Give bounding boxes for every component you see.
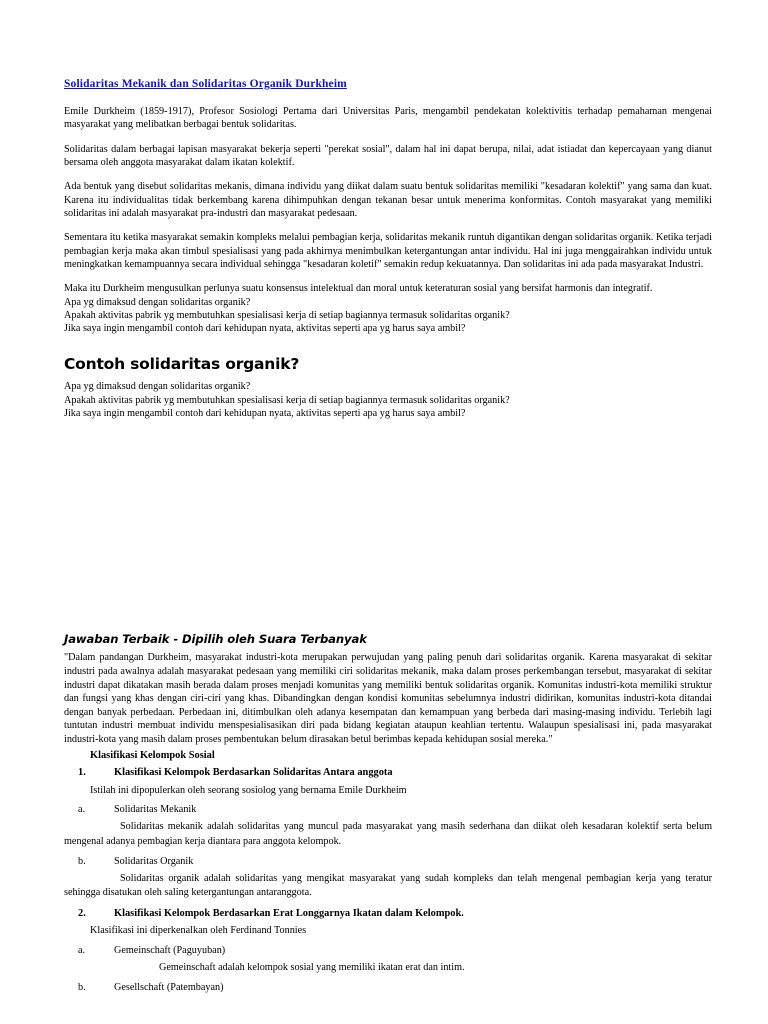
paragraph-3: Ada bentuk yang disebut solidaritas mekanis, dimana individu yang diikat dalam suatu bentuk solidaritas memiliki "kesadaran kolektif" yang sama dan kuat. Karena itu individualitas tidak berkembang karena dihimpuhkan dengan tekanan besar untuk menerima konformitas. Contoh masyarakat yang memiliki solidaritas ini adalah masyarakat pra-industri dan masyarakat pedesaan. — [64, 181, 712, 219]
document-content — [64, 78, 712, 998]
sublist-body-2a: Gemeinschaft adalah kelompok sosial yang memiliki ikatan erat dan intim. — [159, 961, 465, 973]
sublist-marker-2a: a. — [78, 944, 86, 956]
list-marker-1: 1. — [78, 767, 86, 779]
section-question-2: Apakah aktivitas pabrik yg membutuhkan spesialisasi kerja di setiap bagiannya termasuk solidaritas organik? — [64, 394, 510, 406]
list-marker-2: 2. — [78, 907, 86, 919]
list-item — [64, 803, 712, 816]
section-question-1: Apa yg dimaksud dengan solidaritas organik? — [64, 381, 251, 393]
question-top-3: Jika saya ingin mengambil contoh dari kehidupan nyata, aktivitas seperti apa yg harus saya ambil? — [64, 323, 466, 335]
question-block-top — [64, 282, 712, 335]
sublist-label-1a: Solidaritas Mekanik — [114, 804, 197, 816]
list-intro-2: Klasifikasi ini diperkenalkan oleh Ferdinand Tonnies — [90, 925, 307, 937]
sublist-label-2a: Gemeinschaft (Paguyuban) — [114, 944, 226, 956]
sublist-marker-1b: b. — [78, 855, 86, 867]
document-title: Solidaritas Mekanik dan Solidaritas Organik Durkheim — [64, 78, 347, 90]
list-item — [64, 907, 712, 921]
sublist-label-2b: Gesellschaft (Patembayan) — [114, 982, 224, 994]
paragraph-1: Emile Durkheim (1859-1917), Profesor Sosiologi Pertama dari Universitas Paris, mengambil pendekatan kolektivitis terhadap pemahaman mengenai masyarakat yang melibatkan berbagai bentuk solidaritas. — [64, 105, 712, 131]
sublist-marker-1a: a. — [78, 804, 86, 816]
question-block-section — [64, 380, 712, 420]
paragraph-2: Solidaritas dalam berbagai lapisan masyarakat bekerja seperti "perekat sosial", dalam hal ini dapat berupa, nilai, adat istiadat dan kepercayaan yang dianut bersama oleh anggota masyarakat dalam ikatan kolektif. — [64, 143, 712, 168]
list-item — [64, 944, 712, 957]
answer-body: "Dalam pandangan Durkheim, masyarakat industri-kota merupakan perwujudan yang paling penuh dari solidaritas organik. Karena masyarakat di sekitar industri pada awalnya adalah masyarakat pedesaan yang memiliki ciri solidaritas mekanik, maka dalam proses perkembangan tersebut, masyarakat di sekitar industri dapat dikatakan masih berada dalam proses menjadi komunitas yang memiliki bentuk solidaritas organik. Komunitas industri-kota memiliki struktur dan fungsi yang khas dengan ciri-ciri yang khas. Dibandingkan dengan kondisi komunitas sebelumnya industri didirikan, komunitas industri-kota ditandai dengan banyak perbedaan. Perbedaan ini, ditimbulkan oleh adanya kesempatan dan kemampuan yang berbeda dari masing-masing individu. Terlebih lagi tuntutan industri membuat individu menspesialisasikan diri pada bidang kegiatan ataupun keahlian tertentu. Walaupun spesialisasi ini, pada masyarakat industri-kota yang masih dalam proses pembentukan belum dirasakan betul berimbas kepada kehidupan sosial mereka." — [64, 652, 712, 745]
list-item — [64, 981, 712, 994]
sublist-marker-2b: b. — [78, 982, 86, 994]
list-heading-1: Klasifikasi Kelompok Berdasarkan Solidaritas Antara anggota — [114, 767, 393, 779]
list-item — [64, 855, 712, 868]
answer-heading: Jawaban Terbaik - Dipilih oleh Suara Terbanyak — [64, 631, 367, 646]
blank-spacer — [64, 421, 712, 633]
sublist-body-1a: Solidaritas mekanik adalah solidaritas yang muncul pada masyarakat yang masih sederhana dan diikat oleh kesadaran kolektif serta belum mengenal adanya pembagian kerja diantara para anggota kelompok. — [64, 821, 712, 847]
paragraph-4: Sementara itu ketika masyarakat semakin kompleks melalui pembagian kerja, solidaritas mekanik runtuh digantikan dengan solidaritas organik. Ketika terjadi pembagian kerja maka akan timbul spesialisasi yang pada akhirnya menimbulkan ketergantungan antar individu. Hal ini juga menggairahkan individu untuk meningkatkan kemampuannya secara individual sehingga "kesadaran koletif" semakin redup kekuatannya. Dan solidaritas ini ada pada masyarakat Industri. — [64, 232, 712, 271]
sublist-label-1b: Solidaritas Organik — [114, 855, 194, 867]
sublist-body-1b: Solidaritas organik adalah solidaritas yang mengikat masyarakat yang sudah kompleks dan telah mengenal pembagian kerja yang teratur sehingga disatukan oleh saling ketergantungan antaranggota. — [64, 873, 712, 899]
list-item — [64, 766, 712, 780]
question-top-1: Apa yg dimaksud dengan solidaritas organik? — [64, 296, 251, 308]
question-top-2: Apakah aktivitas pabrik yg membutuhkan spesialisasi kerja di setiap bagiannya termasuk solidaritas organik? — [64, 310, 510, 322]
section-question-3: Jika saya ingin mengambil contoh dari kehidupan nyata, aktivitas seperti apa yg harus saya ambil? — [64, 408, 466, 420]
list-intro-1: Istilah ini dipopulerkan oleh seorang sosiolog yang bernama Emile Durkheim — [90, 784, 407, 796]
list-heading-2: Klasifikasi Kelompok Berdasarkan Erat Longgarnya Ikatan dalam Kelompok. — [114, 907, 464, 919]
consensus-statement: Maka itu Durkheim mengusulkan perlunya suatu konsensus intelektual dan moral untuk keteraturan sosial yang bersifat harmonis dan integratif. — [64, 283, 653, 295]
section-heading: Contoh solidaritas organik? — [64, 354, 300, 373]
klasifikasi-title: Klasifikasi Kelompok Sosial — [90, 750, 215, 762]
